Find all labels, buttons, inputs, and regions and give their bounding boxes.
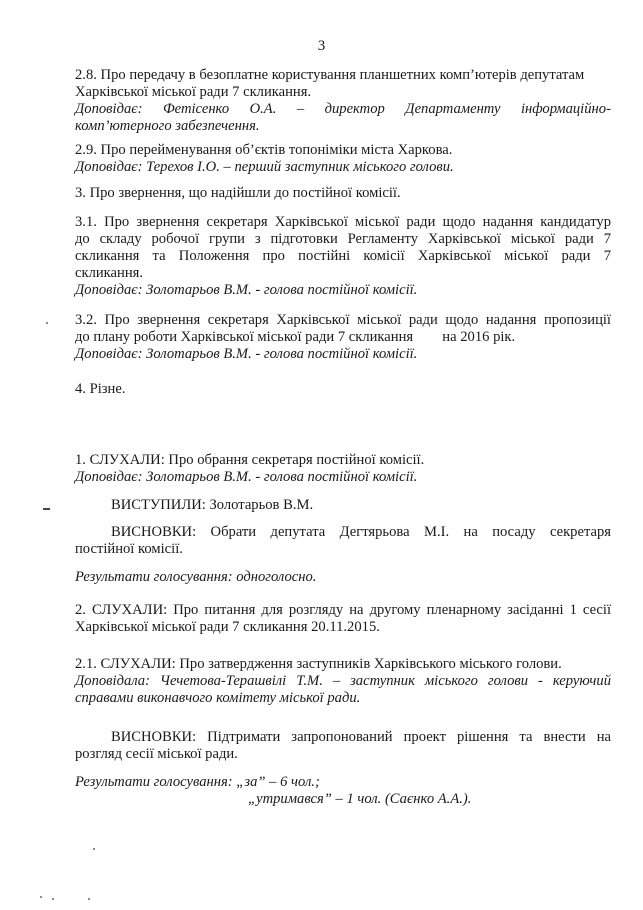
speaker-word: Фетісенко	[162, 101, 230, 117]
speaker-line-1: Доповідала: Чечетова-Терашвілі Т.М. – заступник міського голови - керуючий	[75, 673, 611, 689]
agenda-item-title-line-3: скликання та Положення про постійні комісії Харківської міської ради 7	[75, 248, 611, 264]
conclusion-line-1: ВИСНОВКИ: Підтримати запропонований проект рішення та внести на	[111, 729, 611, 745]
speaker-word: Доповідає:	[75, 101, 143, 117]
spoke-text: ВИСТУПИЛИ: Золотарьов В.М.	[111, 497, 314, 513]
agenda-item-speaker: Доповідає: Терехов І.О. – перший заступник міського голови.	[75, 159, 454, 175]
agenda-item-4	[75, 381, 611, 398]
vote-result-line-1: Результати голосування: „за” – 6 чол.;	[75, 774, 320, 790]
agenda-item-3	[75, 185, 611, 202]
agenda-item-2-9	[75, 142, 611, 176]
minutes-heard-1	[75, 452, 611, 486]
agenda-item-speaker: Доповідає: Золотарьов В.М. - голова постійної комісії.	[75, 346, 418, 362]
speaker-text: Доповідає: Золотарьов В.М. - голова постійної комісії.	[75, 469, 418, 485]
speaker-word: інформаційно-	[520, 101, 611, 117]
page-number: 3	[317, 38, 326, 54]
conclusion-line-2: постійної комісії.	[75, 541, 183, 557]
vote-result-line-2: „утримався” – 1 чол. (Саєнко А.А.).	[248, 791, 472, 807]
agenda-item-3-2	[75, 312, 611, 363]
agenda-item-3-1	[75, 214, 611, 299]
minutes-spoke-1	[75, 497, 611, 514]
agenda-item-speaker-line-1	[75, 101, 611, 118]
scan-speck	[43, 508, 50, 510]
minutes-heard-2-1	[75, 656, 611, 707]
agenda-item-title: 2.9. Про перейменування об’єктів топоніміки міста Харкова.	[75, 142, 453, 158]
scan-speck	[93, 848, 95, 850]
minutes-conclusion-2-1	[75, 729, 611, 763]
minutes-vote-1	[75, 569, 611, 586]
scan-speck	[40, 896, 42, 898]
agenda-item-title-line-2: Харківської міської ради 7 скликання.	[75, 84, 312, 100]
speaker-line-2: справами виконавчого комітету міської ради.	[75, 690, 361, 706]
agenda-item-title: 3. Про звернення, що надійшли до постійної комісії.	[75, 185, 401, 201]
agenda-item-speaker-line-2: комп’ютерного забезпечення.	[75, 118, 260, 134]
speaker-word: О.А.	[249, 101, 277, 117]
agenda-item-title-line-1: 2.8. Про передачу в безоплатне користування планшетних комп’ютерів депутатам	[75, 67, 585, 83]
minutes-conclusion-1	[75, 524, 611, 558]
scan-speck	[46, 322, 48, 324]
heard-text: 2.1. СЛУХАЛИ: Про затвердження заступників Харківського міського голови.	[75, 656, 562, 672]
minutes-vote-2-1	[75, 774, 611, 808]
speaker-word: директор	[324, 101, 385, 117]
vote-result: Результати голосування: одноголосно.	[75, 569, 317, 585]
heard-text: 1. СЛУХАЛИ: Про обрання секретаря постійної комісії.	[75, 452, 425, 468]
agenda-item-title-line-2: до складу робочої групи з підготовки Регламенту Харківської міської ради 7	[75, 231, 611, 247]
agenda-item-title: 4. Різне.	[75, 381, 126, 397]
scan-speck	[52, 898, 54, 900]
heard-line-2: Харківської міської ради 7 скликання 20.11.2015.	[75, 619, 380, 635]
conclusion-line-2: розгляд сесії міської ради.	[75, 746, 238, 762]
speaker-word: –	[296, 101, 305, 117]
speaker-word: Департаменту	[405, 101, 501, 117]
agenda-item-title-line-1: 3.2. Про звернення секретаря Харківської міської ради щодо надання пропозиції	[75, 312, 611, 328]
agenda-item-2-8	[75, 67, 611, 135]
agenda-item-title-line-1: 3.1. Про звернення секретаря Харківської міської ради щодо надання кандидатур	[75, 214, 611, 230]
agenda-item-speaker: Доповідає: Золотарьов В.М. - голова постійної комісії.	[75, 282, 418, 298]
heard-line-1: 2. СЛУХАЛИ: Про питання для розгляду на другому пленарному засіданні 1 сесії	[75, 602, 611, 618]
minutes-heard-2	[75, 602, 611, 636]
agenda-item-title-line-2: до плану роботи Харківської міської ради 7 скликання на 2016 рік.	[75, 329, 516, 345]
scan-speck	[88, 898, 90, 900]
conclusion-line-1: ВИСНОВКИ: Обрати депутата Дегтярьова М.І. на посаду секретаря	[111, 524, 611, 540]
agenda-item-title-line-4: скликання.	[75, 265, 143, 281]
